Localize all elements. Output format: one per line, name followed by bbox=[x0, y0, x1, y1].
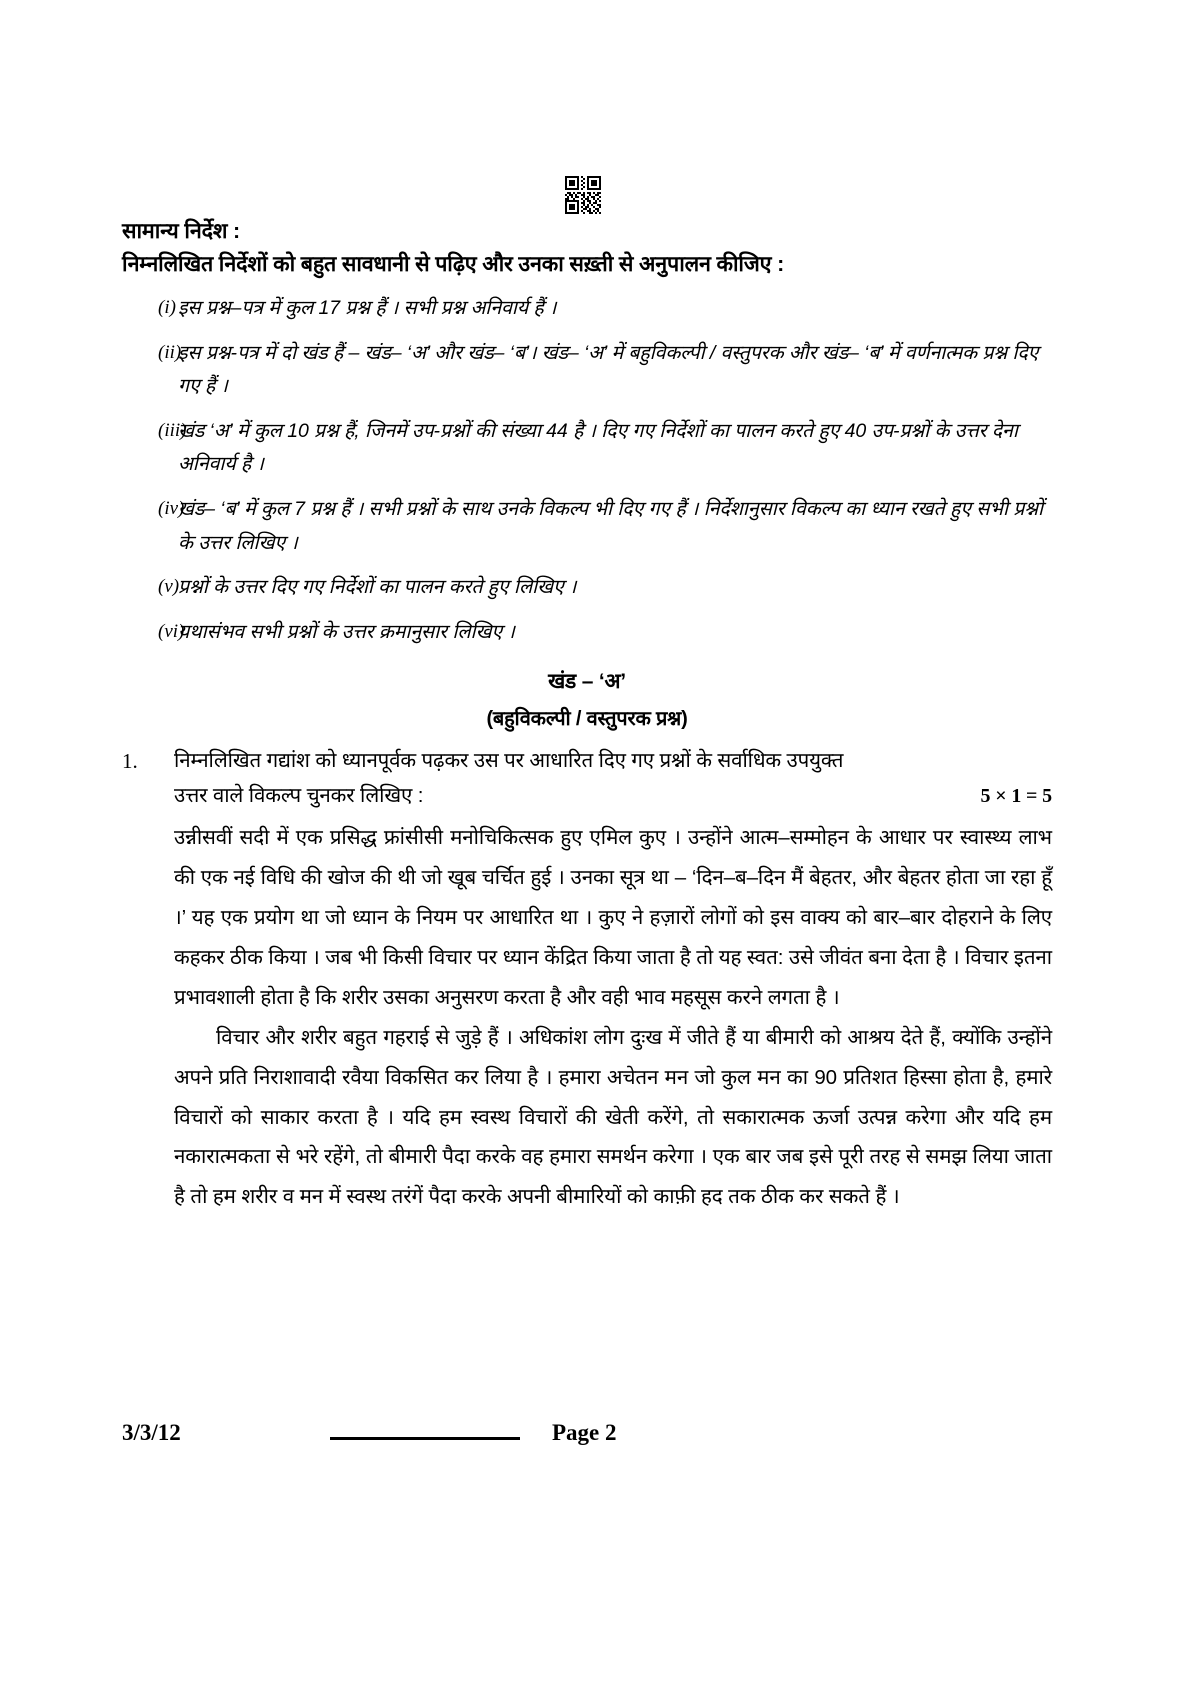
instruction-item bbox=[122, 415, 1052, 482]
question-1 bbox=[122, 743, 1052, 1217]
question-number: 1. bbox=[122, 749, 138, 774]
qr-code bbox=[563, 170, 603, 218]
instruction-number: (v) bbox=[158, 576, 180, 598]
footer-divider bbox=[330, 1437, 520, 1440]
general-instructions-subtitle: निम्नलिखित निर्देशों को बहुत सावधानी से पढ़िए और उनका सख़्ती से अनुपालन कीजिए : bbox=[122, 251, 785, 276]
general-instructions-title: सामान्य निर्देश : bbox=[122, 219, 240, 243]
instruction-number: (i) bbox=[158, 297, 176, 319]
question-stem-line-2-row bbox=[174, 778, 1052, 813]
page-number: Page 2 bbox=[552, 1420, 617, 1445]
instruction-text: प्रश्नों के उत्तर दिए गए निर्देशों का पालन करते हुए लिखिए । bbox=[178, 576, 577, 599]
instructions-list bbox=[122, 292, 1052, 649]
document-content bbox=[122, 218, 1052, 1217]
instruction-text: खंड– ‘ब’ में कुल 7 प्रश्न हैं । सभी प्रश्नों के साथ उनके विकल्प भी दिए गए हैं । निर्देशानुसार विकल्प का ध्यान रखते हुए सभी प्रश्नों के उत्तर लिखिए । bbox=[178, 497, 1044, 554]
question-marks: 5 × 1 = 5 bbox=[980, 785, 1052, 808]
instruction-text: इस प्रश्न-पत्र में दो खंड हैं – खंड– ‘अ’ और खंड– ‘ब’। खंड– ‘अ’ में बहुविकल्पी / वस्तुपरक और खंड– ‘ब’ में वर्णनात्मक प्रश्न दिए गए हैं । bbox=[178, 341, 1039, 398]
question-body bbox=[174, 743, 1052, 1217]
instruction-text: यथासंभव सभी प्रश्नों के उत्तर क्रमानुसार लिखिए । bbox=[178, 620, 515, 643]
instruction-number: (vi) bbox=[158, 620, 185, 642]
instruction-text: इस प्रश्न–पत्र में कुल 17 प्रश्न हैं । सभी प्रश्न अनिवार्य हैं । bbox=[178, 297, 557, 320]
instruction-text: खंड ‘अ’ में कुल 10 प्रश्न हैं, जिनमें उप-प्रश्नों की संख्या 44 है । दिए गए निर्देशों का पालन करते हुए 40 उप-प्रश्नों के उत्तर देना अनिवार्य है । bbox=[178, 419, 1018, 476]
instruction-item bbox=[122, 571, 1052, 605]
question-stem-line-2: उत्तर वाले विकल्प चुनकर लिखिए : bbox=[174, 784, 424, 808]
instruction-number: (iii) bbox=[158, 419, 187, 441]
instruction-number: (iv) bbox=[158, 497, 185, 519]
passage-paragraph-2: विचार और शरीर बहुत गहराई से जुड़े हैं । अधिकांश लोग दुःख में जीते हैं या बीमारी को आश्रय देते हैं, क्योंकि उन्होंने अपने प्रति निराशावादी रवैया विकसित कर लिया है । हमारा अचेतन मन जो कुल मन का 90 प्रतिशत हिस्सा होता है, हमारे विचारों को साकार करता है । यदि हम स्वस्थ विचारों की खेती करेंगे, तो सकारात्मक ऊर्जा उत्पन्न करेगा और यदि हम नकारात्मकता से भरे रहेंगे, तो बीमारी पैदा करके वह हमारा समर्थन करेगा । एक बार जब इसे पूरी तरह से समझ लिया जाता है तो हम शरीर व मन में स्वस्थ तरंगें पैदा करके अपनी बीमारियों को काफ़ी हद तक ठीक कर सकते हैं । bbox=[174, 1025, 1052, 1209]
instruction-number: (ii) bbox=[158, 341, 182, 363]
page-footer bbox=[122, 1420, 622, 1456]
paper-code: 3/3/12 bbox=[122, 1420, 181, 1445]
instruction-item bbox=[122, 493, 1052, 560]
instruction-item bbox=[122, 616, 1052, 650]
question-stem-line-1: निम्नलिखित गद्यांश को ध्यानपूर्वक पढ़कर उस पर आधारित दिए गए प्रश्नों के सर्वाधिक उपयुक्त bbox=[174, 749, 844, 773]
section-subheading: (बहुविकल्पी / वस्तुपरक प्रश्न) bbox=[486, 708, 688, 731]
reading-passage bbox=[174, 818, 1052, 1218]
instruction-item bbox=[122, 337, 1052, 404]
passage-paragraph-1: उन्नीसवीं सदी में एक प्रसिद्ध फ्रांसीसी मनोचिकित्सक हुए एमिल कुए । उन्होंने आत्म–सम्मोहन के आधार पर स्वास्थ्य लाभ की एक नई विधि की खोज की थी जो खूब चर्चित हुई । उनका सूत्र था – ‘दिन–ब–दिन मैं बेहतर, और बेहतर होता जा रहा हूँ ।’ यह एक प्रयोग था जो ध्यान के नियम पर आधारित था । कुए ने हज़ारों लोगों को इस वाक्य को बार–बार दोहराने के लिए कहकर ठीक किया । जब भी किसी विचार पर ध्यान केंद्रित किया जाता है तो यह स्वत: उसे जीवंत बना देता है । विचार इतना प्रभावशाली होता है कि शरीर उसका अनुसरण करता है और वही भाव महसूस करने लगता है । bbox=[174, 825, 1052, 1009]
section-heading: खंड – ‘अ’ bbox=[548, 670, 626, 694]
instruction-item bbox=[122, 292, 1052, 326]
